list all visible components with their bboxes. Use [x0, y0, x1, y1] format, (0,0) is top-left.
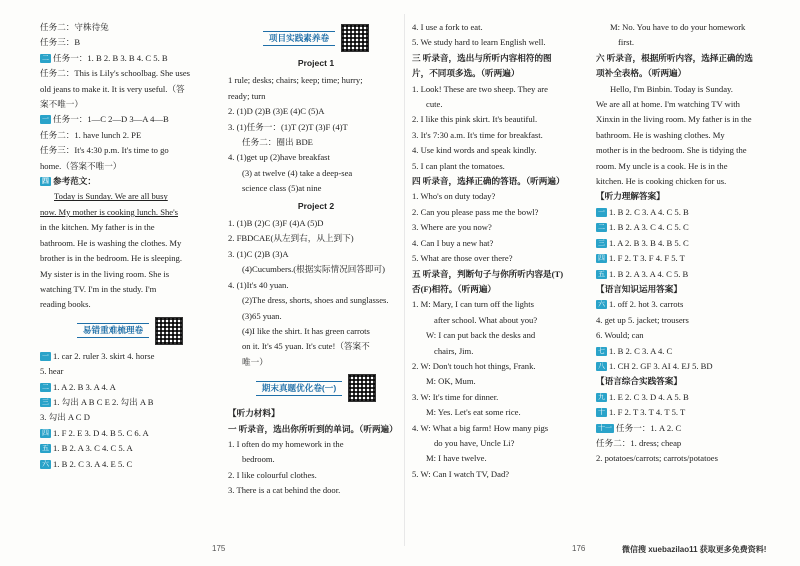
text-line: ready; turn	[228, 90, 266, 101]
text-line: 1. Who's on duty today?	[412, 191, 496, 202]
text-line: 二 1. B 2. A 3. C 4. C 5. C	[598, 222, 689, 233]
text-line: (4)Cucumbers.(根据实际情况回答即可)	[242, 264, 385, 275]
banner-title: 易错重难梳理卷	[77, 323, 149, 338]
text-line: after school. What about you?	[434, 314, 538, 325]
text-line: 2. I like this pink skirt. It's beautiful.	[412, 114, 538, 125]
passage-line: mother is in the bedroom. She is tidying the	[596, 145, 747, 156]
text-line: 任务三：B	[40, 37, 81, 48]
text-line: 任务二：圈出 BDE	[242, 137, 313, 148]
essay-line: reading books.	[40, 299, 91, 310]
section-heading: 四 听录音，选择正确的答语。（听两遍）	[412, 176, 565, 187]
text-line: 3. 勾出 A C D	[40, 412, 90, 423]
text-line: 3. It's 7:30 a.m. It's time for breakfast.	[412, 129, 543, 140]
text-line: 2. (1)D (2)B (3)E (4)C (5)A	[228, 106, 325, 117]
page-number-right: 176	[572, 544, 586, 553]
section-badge: 三	[42, 398, 49, 406]
text-line: first.	[618, 37, 634, 48]
section-heading: 片，不同项多选。（听两遍）	[412, 68, 520, 79]
text-line: bedroom.	[242, 454, 275, 465]
text-line: 二 任务一：1. B 2. B 3. B 4. C 5. B	[42, 52, 168, 63]
text-line: 四 1. F 2. E 3. D 4. B 5. C 6. A	[42, 427, 149, 438]
passage-line: bathroom. He is washing clothes. My	[596, 129, 725, 140]
text-line: 5. We study hard to learn English well.	[412, 37, 546, 48]
section-banner	[228, 374, 404, 402]
essay-line: My sister is in the living room. She is	[40, 268, 170, 279]
text-line: (3)65 yuan.	[242, 310, 282, 321]
text-line: 五 1. B 2. A 3. A 4. C 5. B	[598, 268, 689, 279]
section-badge: 六	[598, 301, 605, 309]
text-line: 4. (1)It's 40 yuan.	[228, 279, 289, 290]
section-badge: 八	[598, 362, 605, 370]
text-line: 2. FBDCAE(从左到右，从上到下)	[228, 233, 354, 244]
text-line: 三 1. A 2. B 3. B 4. B 5. C	[598, 237, 689, 248]
text-line: 4. Can I buy a new hat?	[412, 237, 494, 248]
essay-line: brother is in the bedroom. He is sleeping.	[40, 253, 183, 264]
section-heading: 【听力材料】	[228, 408, 280, 419]
text-line: W: I can put back the desks and	[426, 330, 536, 341]
passage-line: Xinxin in the living room. My father is in the	[596, 114, 752, 125]
column-3	[412, 20, 588, 482]
page-number-left: 175	[212, 544, 226, 553]
text-line: old jeans to make it. It is very useful.（答	[40, 83, 185, 94]
text-line: 二 1. A 2. B 3. A 4. A	[42, 381, 116, 392]
footer-brand: 微信搜 xuebazilao11 获取更多免费资料!	[622, 545, 767, 554]
text-line: home.（答案不唯一）	[40, 160, 122, 171]
text-line: 任务三：It's 4:30 p.m. It's time to go	[40, 145, 169, 156]
section-badge: 四	[42, 429, 49, 437]
project-heading: Project 2	[297, 200, 335, 211]
text-line: 唯一）	[242, 356, 268, 367]
page-divider	[404, 14, 405, 546]
section-badge: 十	[598, 409, 605, 417]
banner-title: 期末真题优化卷(一)	[256, 381, 342, 396]
text-line: 任务二：1. have lunch 2. PE	[40, 129, 142, 140]
text-line: 一 任务一：1—C 2—D 3—A 4—B	[42, 114, 169, 125]
essay-line: bathroom. He is washing the clothes. My	[40, 237, 182, 248]
passage-line: We are all at home. I'm watching TV with	[596, 99, 740, 110]
section-badge: 六	[42, 460, 49, 468]
section-badge: 五	[42, 445, 49, 453]
section-banner	[228, 24, 404, 52]
section-badge: 一	[598, 208, 605, 216]
text-line: 任务二：1. dress; cheap	[596, 437, 682, 448]
section-badge: 一	[42, 116, 49, 124]
section-badge: 二	[42, 383, 49, 391]
section-badge: 四	[598, 255, 605, 263]
text-line: on it. It's 45 yuan. It's cute!（答案不	[242, 341, 370, 352]
section-heading: 三 听录音，选出与所听内容相符的图	[412, 52, 552, 63]
text-line: 四 参考范文：	[42, 176, 96, 187]
section-badge: 九	[598, 393, 605, 401]
essay-line: now. My mother is cooking lunch. She's	[40, 206, 179, 217]
project-heading: Project 1	[297, 58, 335, 68]
section-badge: 三	[598, 239, 605, 247]
banner-title: 项目实践素养卷	[263, 31, 335, 46]
text-line: 案不唯一）	[40, 99, 83, 110]
essay-line: in the kitchen. My father is in the	[40, 222, 155, 233]
text-line: chairs, Jim.	[434, 345, 474, 356]
section-badge: 四	[42, 178, 49, 186]
text-line: 1. Look! These are two sheep. They are	[412, 83, 548, 94]
text-line: 5. I can plant the tomatoes.	[412, 160, 505, 171]
text-line: 九 1. E 2. C 3. D 4. A 5. B	[598, 391, 689, 402]
text-line: 七 1. B 2. C 3. A 4. C	[598, 345, 673, 356]
text-line: (2)The dress, shorts, shoes and sunglasses.	[242, 295, 389, 306]
text-line: 2. W: Don't touch hot things, Frank.	[412, 360, 536, 371]
column-2	[228, 20, 404, 499]
text-line: 5. W: Can I watch TV, Dad?	[412, 468, 510, 479]
section-badge: 一	[42, 352, 49, 360]
column-4	[596, 20, 776, 467]
section-badge: 五	[598, 270, 605, 278]
section-heading: 【语言知识运用答案】	[596, 283, 682, 294]
section-heading: 一 听录音，选出你所听到的单词。（听两遍）	[228, 423, 398, 434]
text-line: 3. There is a cat behind the door.	[228, 485, 341, 496]
text-line: 十一 任务一：1. A 2. C	[598, 422, 682, 433]
text-line: M: No. You have to do your homework	[610, 22, 746, 32]
text-line: 五 1. B 2. A 3. C 4. C 5. A	[42, 443, 133, 454]
text-line: 六 1. B 2. C 3. A 4. E 5. C	[42, 458, 133, 469]
column-1	[40, 20, 220, 472]
text-line: 4. (1)get up (2)have breakfast	[228, 152, 330, 163]
section-badge: 十一	[598, 424, 612, 432]
passage-line: Hello, I'm Binbin. Today is Sunday.	[610, 83, 733, 94]
text-line: do you have, Uncle Li?	[434, 437, 515, 448]
section-heading: 项补全表格。（听两遍）	[596, 68, 687, 79]
essay-line: watching TV. I'm in the study. I'm	[40, 283, 157, 294]
text-line: (3) at twelve (4) take a deep-sea	[242, 167, 353, 178]
passage-line: room. My uncle is a cook. He is in the	[596, 160, 728, 171]
text-line: 任务二：This is Lily's schoolbag. She uses	[40, 68, 191, 79]
text-line: 1. M: Mary, I can turn off the lights	[412, 299, 534, 310]
text-line: (4)I like the shirt. It has green carrots	[242, 325, 370, 336]
section-banner	[40, 317, 220, 345]
text-line: 4. W: What a big farm! How many pigs	[412, 422, 549, 433]
section-badge: 七	[598, 347, 605, 355]
text-line: 2. potatoes/carrots; carrots/potatoes	[596, 453, 718, 464]
text-line: 4. I use a fork to eat.	[412, 22, 483, 32]
text-line: 1. I often do my homework in the	[228, 438, 344, 449]
text-line: M: I have twelve.	[426, 453, 487, 464]
text-line: 5. hear	[40, 366, 64, 377]
text-line: 5. What are those over there?	[412, 253, 513, 264]
section-badge: 二	[598, 224, 605, 232]
text-line: 3. (1)C (2)B (3)A	[228, 248, 289, 259]
text-line: 2. I like colourful clothes.	[228, 469, 317, 480]
text-line: 十 1. F 2. T 3. T 4. T 5. T	[598, 407, 686, 418]
text-line: 2. Can you please pass me the bowl?	[412, 206, 539, 217]
qr-code-icon	[348, 374, 376, 402]
passage-line: kitchen. He is cooking chicken for us.	[596, 176, 727, 187]
text-line: M: Yes. Let's eat some rice.	[426, 407, 521, 418]
text-line: 4. Use kind words and speak kindly.	[412, 145, 537, 156]
text-line: 3. W: It's time for dinner.	[412, 391, 499, 402]
text-line: 4. get up 5. jacket; trousers	[596, 314, 689, 325]
text-line: 一 1. car 2. ruler 3. skirt 4. horse	[42, 350, 155, 361]
text-line: 1 rule; desks; chairs; keep; time; hurry;	[228, 75, 363, 86]
text-line: 3. Where are you now?	[412, 222, 492, 233]
text-line: 6. Would; can	[596, 330, 644, 341]
qr-code-icon	[341, 24, 369, 52]
section-heading: 六 听录音，根据所听内容，选择正确的选	[596, 52, 753, 63]
text-line: M: OK, Mum.	[426, 376, 476, 387]
text-line: 1. (1)B (2)C (3)F (4)A (5)D	[228, 218, 324, 229]
text-line: 一 1. B 2. C 3. A 4. C 5. B	[598, 206, 689, 217]
text-line: 八 1. CH 2. GF 3. AI 4. EJ 5. BD	[598, 360, 713, 371]
section-heading: 五 听录音，判断句子与你所听内容是(T)	[412, 268, 564, 279]
section-badge: 二	[42, 54, 49, 62]
text-line: science class (5)at nine	[242, 183, 322, 194]
text-line: 四 1. F 2. T 3. F 4. F 5. T	[598, 253, 685, 264]
text-line: 六 1. off 2. hot 3. carrots	[598, 299, 684, 310]
section-heading: 【听力理解答案】	[596, 191, 665, 202]
section-heading: 【语言综合实践答案】	[596, 376, 682, 387]
qr-code-icon	[155, 317, 183, 345]
text-line: cute.	[426, 99, 443, 110]
section-heading: 否(F)相符。（听两遍）	[412, 283, 497, 294]
text-line: 任务二：守株待兔	[40, 22, 109, 32]
text-line: 三 1. 勾出 A B C E 2. 勾出 A B	[42, 396, 154, 407]
text-line: 3. (1)任务一：(1)T (2)T (3)F (4)T	[228, 121, 348, 132]
essay-line: Today is Sunday. We are all busy	[54, 191, 168, 202]
